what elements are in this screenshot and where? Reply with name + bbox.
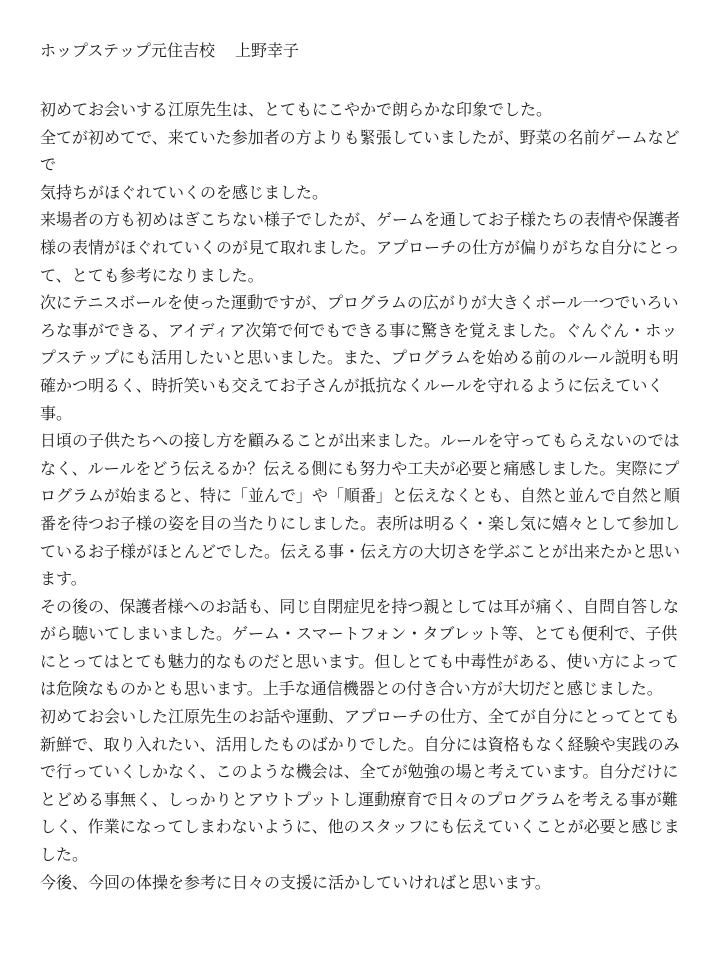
text-line: ます。 [40,569,87,589]
text-line: 全てが初めてで、来ていた参加者の方よりも緊張していましたが、野菜の名前ゲームなど [40,127,680,147]
text-line: て、とても参考になりました。 [40,265,264,285]
text-line: ログラムが始まると、特に「並んで」や「順番」と伝えなくとも、自然と並んで自然と順 [40,486,680,506]
text-line: 気持ちがほぐれていくのを感じました。 [40,182,329,202]
text-line: で [40,155,57,175]
text-line: 新鮮で、取り入れたい、活用したものばかりでした。自分には資格もなく経験や実践のみ [40,734,680,754]
text-line: 今後、今回の体操を参考に日々の支援に活かしていければと思います。 [40,872,551,892]
text-line: ているお子様がほとんどでした。伝える事・伝え方の大切さを学ぶことが出来たかと思い [40,541,681,561]
text-line: は危険なものかとも思います。上手な通信機器との付き合い方が大切だと感じました。 [40,679,663,699]
text-line: 様の表情がほぐれていくのが見て取れました。アプローチの仕方が偏りがちな自分にとっ [40,237,680,257]
text-line: 番を待つお子様の姿を目の当たりにしました。表所は明るく・楽し気に嬉々として参加し [40,513,681,533]
text-line: 日頃の子供たちへの接し方を顧みることが出来ました。ルールを守ってもらえないのでは [40,431,680,451]
text-line: なく、ルールをどう伝えるか？伝える側にも努力や工夫が必要と痛感しました。実際にプ [40,458,680,478]
text-line: その後の、保護者様へのお話も、同じ自閉症児を持つ親としては耳が痛く、自問自答しな [40,596,680,616]
document-header [40,40,299,62]
text-line: 確かつ明るく、時折笑いも交えてお子さんが抵抗なくルールを守れるように伝えていく [40,375,664,395]
text-line: した。 [40,845,89,865]
text-line: 初めてお会いした江原先生のお話や運動、アプローチの仕方、全てが自分にとってとても [40,707,680,727]
text-line: にとってはとても魅力的なものだと思います。但しとても中毒性がある、使い方によって [40,651,679,671]
text-line: 来場者の方も初めはぎこちない様子でしたが、ゲームを通してお子様たちの表情や保護者 [40,210,681,230]
text-line: とどめる事無く、しっかりとアウトプットし運動療育で日々のプログラムを考える事が難 [40,789,678,809]
text-line: しく、作業になってしまわないように、他のスタッフにも伝えていくことが必要と感じま [40,817,680,837]
text-line: 初めてお会いする江原先生は、とてもにこやかで朗らかな印象でした。 [40,100,553,119]
text-line: がら聴いてしまいました。ゲーム・スマートフォン・タブレット等、とても便利で、子供 [40,624,678,644]
text-line: プステップにも活用したいと思いました。また、プログラムを始める前のルール説明も明 [40,348,679,368]
document-body [40,96,690,896]
text-line: 次にテニスボールを使った運動ですが、プログラムの広がりが大きくボール一つでいろい [40,293,679,313]
text-line: で行っていくしかなく、このような機会は、全てが勉強の場と考えています。自分だけに [40,762,679,782]
text-line: 事。 [40,403,73,423]
author-name: 上野幸子 [235,41,300,60]
text-line: ろな事ができる、アイディア次第で何でもできる事に驚きを覚えました。ぐんぐん・ホッ [40,320,678,340]
school-name: ホップステップ元住吉校 [40,41,216,60]
